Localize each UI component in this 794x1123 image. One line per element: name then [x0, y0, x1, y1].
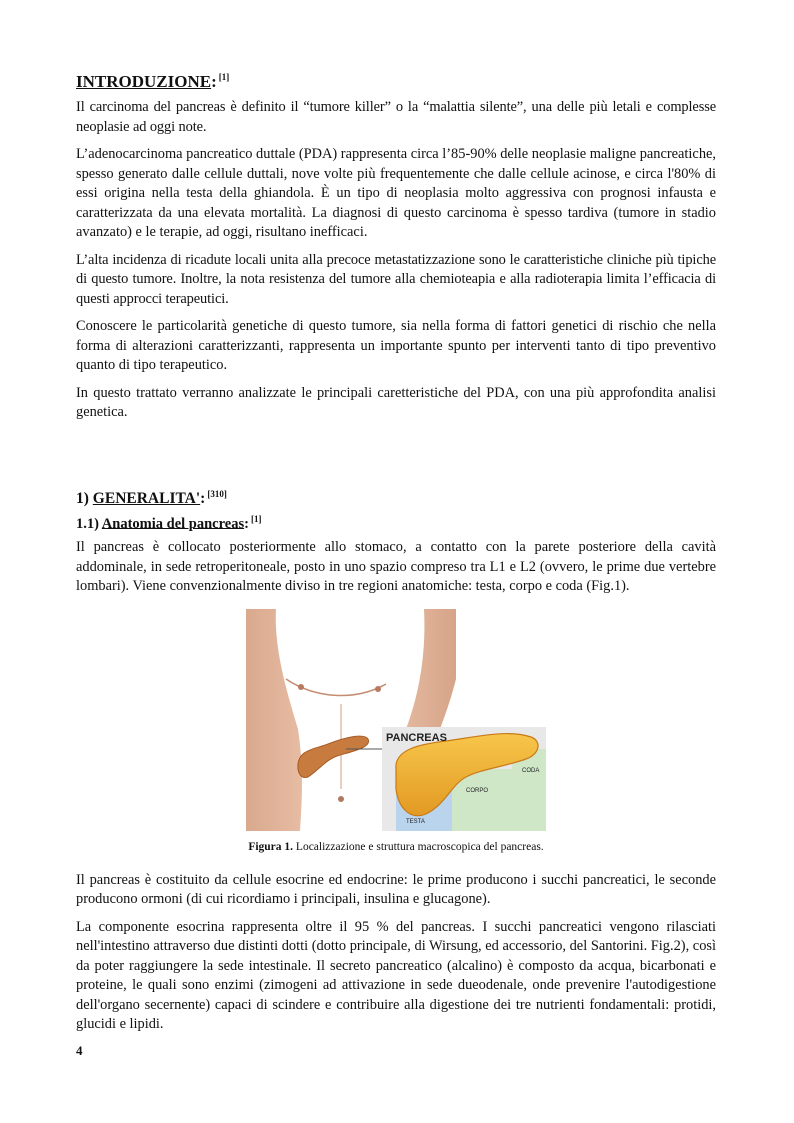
section-reference: [310] [207, 488, 227, 499]
navel [338, 796, 344, 802]
label-testa: TESTA [406, 818, 425, 825]
intro-paragraph-2: L’adenocarcinoma pancreatico duttale (PDA) rappresenta circa l’85-90% delle neoplasie maligne pancreatiche, spesso generato dalle cellule duttali, nove volte più frequentemente che dalle cellule acinose, e circa l'80% di essi origina nella testa della ghiandola. È un tipo di neoplasia molto aggressiva con prognosi infausta e caratterizzata da una elevata mortalità. La diagnosi di questo carcinoma è spesso tardiva (tumore in stadio avanzato) e le terapie, ad oggi, risultano inefficaci. [76, 146, 716, 240]
nipple-left [298, 684, 304, 690]
subsection-heading-colon: : [244, 515, 249, 532]
pancreas-in-body [298, 736, 369, 777]
section-heading-colon: : [200, 489, 206, 507]
subsection-heading-text: Anatomia del pancreas [101, 515, 245, 532]
nipple-right [375, 686, 381, 692]
page-number: 4 [76, 1043, 83, 1058]
section-heading [76, 489, 716, 508]
intro-paragraph-3: L’alta incidenza di ricadute locali unita alla precoce metastatizzazione sono le caratteristiche cliniche più tipiche di questo tumore. Inoltre, la nota resistenza del tumore alla chemioteapia e alla radioterapia limita l’efficacia di questi approcci terapeutici. [76, 251, 716, 307]
section-heading-text: GENERALITA' [92, 489, 201, 507]
label-pancreas: PANCREAS [386, 731, 447, 744]
intro-paragraph-1: Il carcinoma del pancreas è definito il “tumore killer” o la “malattia silente”, una delle più letali e complesse neoplasie ad oggi note. [76, 99, 716, 135]
intro-paragraph-4: Conoscere le particolarità genetiche di questo tumore, sia nella forma di fattori genetici di rischio che nella forma di alterazioni caratterizzanti, rappresenta un importante spunto per interventi tanto di tipo preventivo quanto di tipo terapeutico. [76, 318, 716, 373]
cells-paragraph: Il pancreas è costituito da cellule esocrine ed endocrine: le prime producono i succhi pancreatici, le seconde producono ormoni (di cui ricordiamo i principali, insulina e glucagone). [76, 871, 716, 908]
subsection-number: 1.1) [76, 515, 99, 532]
caption-text: Localizzazione e struttura macroscopica del pancreas. [293, 840, 544, 853]
label-coda: CODA [522, 767, 540, 774]
intro-heading-colon: : [211, 72, 217, 91]
intro-reference: [1] [218, 72, 230, 83]
section-number: 1) [76, 489, 89, 507]
pancreas-figure [246, 609, 546, 831]
subsection-reference: [1] [250, 513, 262, 524]
intro-heading-text: INTRODUZIONE [76, 72, 212, 91]
subsection-heading [76, 514, 716, 533]
document-page [76, 72, 716, 1043]
label-corpo: CORPO [466, 787, 489, 794]
pancreas-illustration [246, 609, 546, 831]
anatomy-paragraph: Il pancreas è collocato posteriormente allo stomaco, a contatto con la parete posteriore della cavità addominale, in sede retroperitoneale, posto in uno spazio compreso tra L1 e L2 (ovvero, le prime due vertebre lombari). Viene convenzionalmente diviso in tre regioni anatomiche: testa, corpo e coda (Fig.1). [76, 539, 716, 595]
intro-paragraph-5: In questo trattato verranno analizzate le principali caretteristiche del PDA, con una più approfondita analisi genetica. [76, 384, 716, 420]
intro-heading [76, 72, 716, 92]
figure-caption [76, 841, 716, 853]
exocrine-paragraph: La componente esocrina rappresenta oltre il 95 % del pancreas. I succhi pancreatici vengono rilasciati nell'intestino attraverso due distinti dotti (dotto principale, di Wirsung, ed accessorio, del Santorini. Fig.2), così da poter raggiungere la sede intestinale. Il secreto pancreatico (alcalino) è composto da acqua, bicarbonati e proteine, le quali sono enzimi (zimogeni ad attivazione in sede dueodenale, onde prevenire l'autodigestione dell'organo secernente) capaci di scindere e contribuire alla digestione dei tre nutrienti fondamentali: protidi, glucidi e lipidi. [76, 918, 716, 1033]
caption-label: Figura 1. [248, 840, 294, 853]
